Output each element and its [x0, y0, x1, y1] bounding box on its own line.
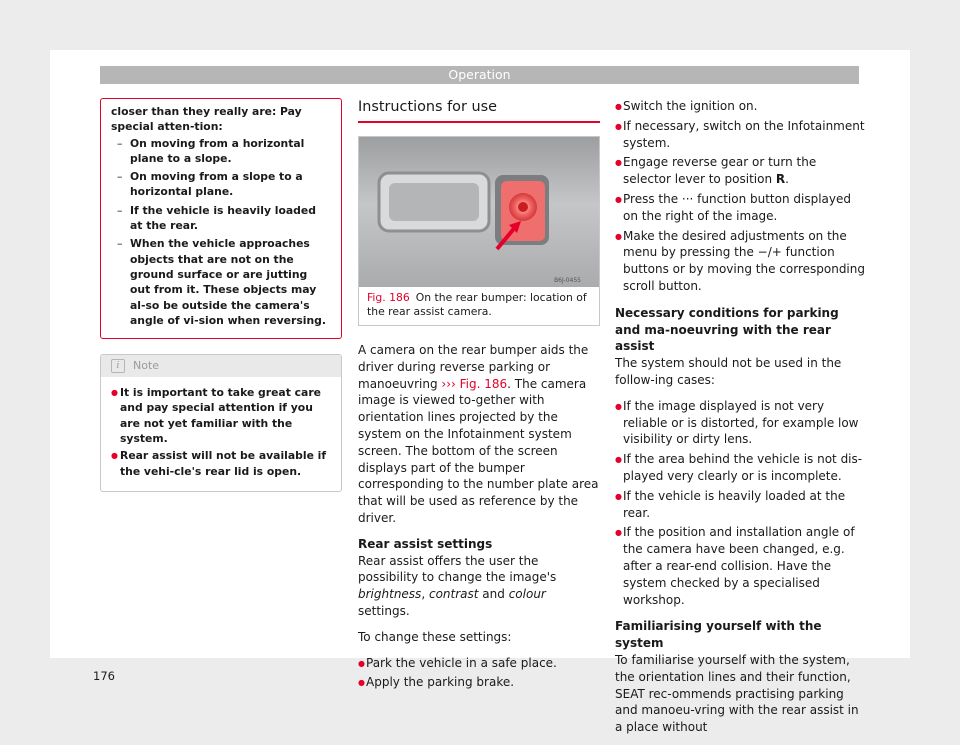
column-right — [615, 98, 865, 745]
page-number: 176 — [93, 669, 115, 683]
sep: , — [421, 587, 426, 602]
term-contrast: contrast — [428, 587, 479, 602]
step-item: ● Park the vehicle in a safe place. — [358, 655, 600, 672]
condition-item: ● If the vehicle is heavily loaded at the rear. — [615, 488, 865, 522]
familiar-heading: Familiarising yourself with the system — [615, 619, 822, 651]
intro-text: A camera on the rear bumper aids the driver during reverse parking or manoeuvring — [358, 343, 589, 391]
note-header — [101, 355, 341, 377]
step-item: ● Make the desired adjustments on the menu by pressing the −/+ function buttons or by moving the corresponding scroll button. — [615, 228, 865, 295]
settings-heading: Rear assist settings — [358, 536, 493, 551]
gear-position: R — [775, 172, 786, 187]
warning-item: – When the vehicle approaches objects that are not on the ground surface or are jutting out from it. These objects may al-so be outside the camera's angle of vi-sion when reversing. — [111, 236, 331, 328]
steps-list-continued — [615, 98, 865, 295]
conditions-intro: The system should not be used in the follow-ing cases: — [615, 356, 842, 387]
warning-item: – If the vehicle is heavily loaded at the rear. — [111, 203, 331, 234]
step-item: ● Switch the ignition on. — [615, 98, 865, 115]
info-icon: i — [111, 359, 125, 373]
note-title: Note — [133, 358, 160, 372]
note-body — [101, 377, 341, 491]
warning-list — [111, 136, 331, 329]
condition-item: ● If the area behind the vehicle is not dis-played very clearly or is incomplete. — [615, 451, 865, 485]
intro-paragraph — [358, 342, 600, 527]
warning-item: – On moving from a slope to a horizontal plane. — [111, 169, 331, 200]
steps-list — [358, 655, 600, 692]
familiar-paragraph: To familiarise yourself with the system, the orientation lines and their function, SEAT rec-ommends practising parking and manoeu-vring with the rear assist in a place without — [615, 652, 859, 735]
step-item: ● Press the ··· function button displayed on the right of the image. — [615, 191, 865, 225]
note-box — [100, 354, 342, 492]
figure-link[interactable]: ››› Fig. 186 — [441, 376, 508, 391]
step-item: ● Apply the parking brake. — [358, 674, 600, 691]
term-brightness: brightness — [358, 587, 422, 602]
conditions-heading: Necessary conditions for parking and ma-noeuvring with the rear assist — [615, 305, 839, 354]
section-title: Instructions for use — [358, 98, 600, 123]
period: . — [785, 172, 789, 187]
settings-text-end: settings. — [358, 603, 410, 618]
condition-item: ● If the position and installation angle of the camera have been changed, e.g. after a rear-end collision. Have the system checked by a specialised workshop. — [615, 524, 865, 608]
note-item: ● Rear assist will not be available if the vehi-cle's rear lid is open. — [111, 448, 331, 479]
settings-text: Rear assist offers the user the possibility to change the image's — [358, 553, 557, 585]
settings-paragraph — [358, 553, 600, 620]
note-item: ● It is important to take great care and pay special attention if you are not yet familiar with the system. — [111, 385, 331, 446]
rear-camera-illustration — [359, 137, 599, 287]
change-intro: To change these settings: — [358, 629, 512, 644]
warning-intro: closer than they really are: Pay special atten-tion: — [111, 105, 302, 134]
and-text: and — [482, 587, 505, 602]
intro-text-cont: . The camera image is viewed to-gether with orientation lines projected by the system on the Infotainment system screen. The bottom of the screen displays part of the bumper corresponding to the number plate area that will be used as reference by the driver. — [358, 376, 599, 525]
step-item: ● If necessary, switch on the Infotainment system. — [615, 118, 865, 152]
conditions-list — [615, 398, 865, 609]
step-text: Engage reverse gear or turn the selector lever to position — [623, 155, 817, 187]
figure-caption — [359, 287, 599, 325]
column-middle — [358, 98, 600, 701]
manual-page — [50, 50, 910, 735]
figure-caption-text: On the rear bumper: location of the rear assist camera. — [367, 291, 587, 318]
figure-186 — [358, 136, 600, 326]
figure-code: B6J-0455 — [554, 277, 581, 284]
warning-box — [100, 98, 342, 339]
section-header: Operation — [100, 66, 859, 84]
term-colour: colour — [508, 587, 546, 602]
figure-label: Fig. 186 — [367, 291, 410, 304]
column-left — [100, 98, 342, 492]
step-item — [615, 154, 865, 188]
condition-item: ● If the image displayed is not very reliable or is distorted, for example low visibility or dirty lens. — [615, 398, 865, 448]
warning-item: – On moving from a horizontal plane to a slope. — [111, 136, 331, 167]
